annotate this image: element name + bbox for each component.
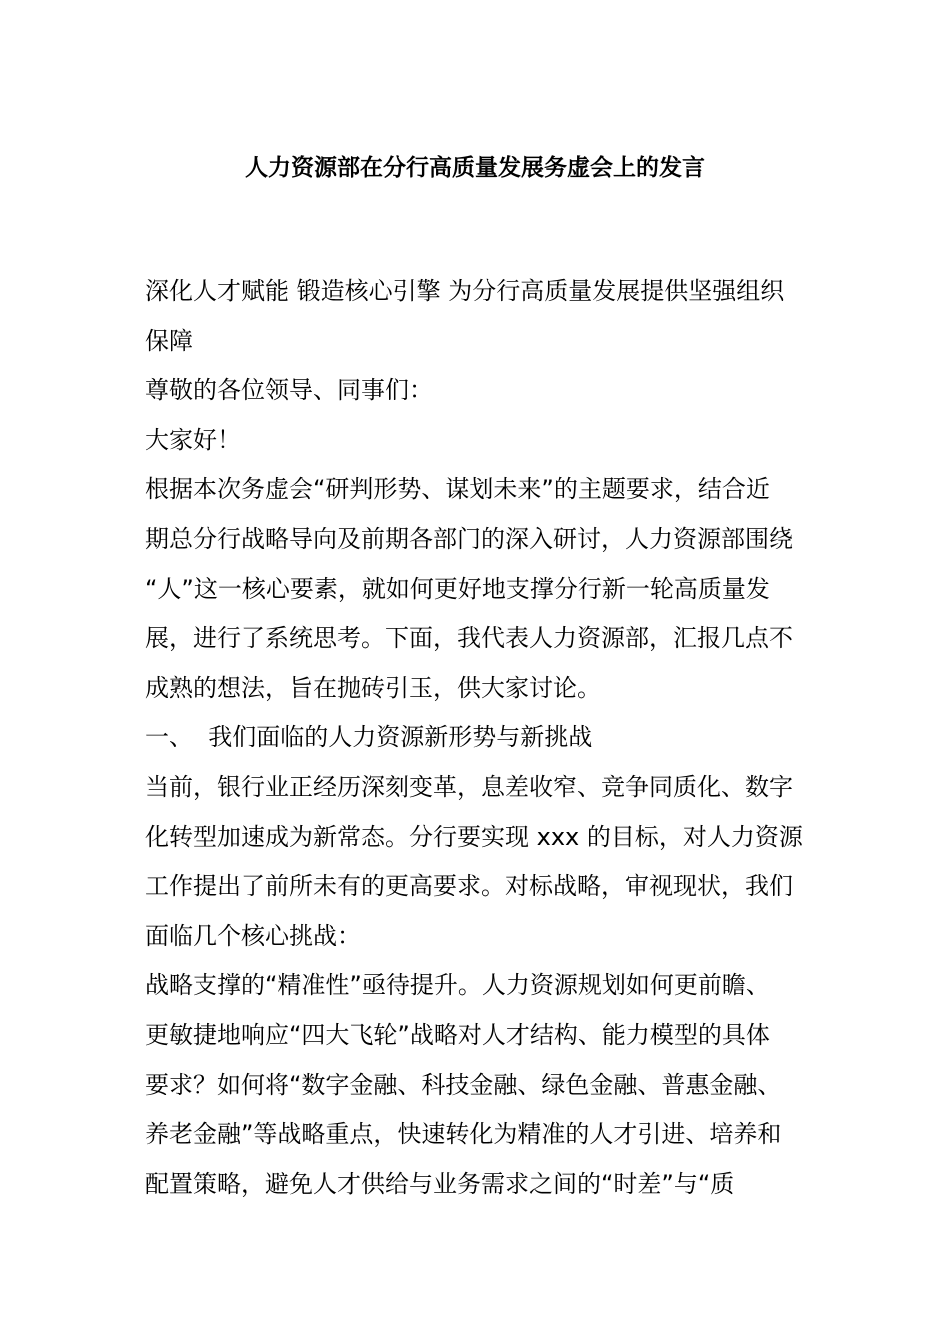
paragraph-line: 工作提出了前所未有的更高要求。对标战略，审视现状，我们 (145, 872, 793, 901)
subtitle-line: 保障 (145, 326, 193, 355)
salutation: 尊敬的各位领导、同事们： (145, 376, 433, 405)
paragraph-line: 根据本次务虚会“研判形势、谋划未来”的主题要求，结合近 (145, 475, 770, 504)
paragraph-line: 展，进行了系统思考。下面，我代表人力资源部，汇报几点不 (145, 624, 793, 653)
section-heading: 一、 我们面临的人力资源新形势与新挑战 (145, 723, 593, 752)
paragraph-line: 成熟的想法，旨在抛砖引玉，供大家讨论。 (145, 673, 601, 702)
paragraph-line: 养老金融”等战略重点，快速转化为精准的人才引进、培养和 (145, 1120, 782, 1149)
paragraph-line: 战略支撑的“精准性”亟待提升。人力资源规划如何更前瞻、 (145, 971, 770, 1000)
paragraph-line: 化转型加速成为新常态。分行要实现 xxx 的目标，对人力资源 (145, 822, 803, 851)
challenge-paragraph (145, 961, 809, 1209)
intro-paragraph (145, 465, 809, 713)
paragraph-line: 当前，银行业正经历深刻变革，息差收窄、竞争同质化、数字 (145, 772, 793, 801)
paragraph-line: 要求？如何将“数字金融、科技金融、绿色金融、普惠金融、 (145, 1070, 782, 1099)
greeting: 大家好！ (145, 425, 241, 454)
subtitle (145, 267, 809, 366)
paragraph-line: 期总分行战略导向及前期各部门的深入研讨，人力资源部围绕 (145, 524, 793, 553)
paragraph-line: 面临几个核心挑战： (145, 921, 361, 950)
paragraph-line: 配置策略，避免人才供给与业务需求之间的“时差”与“质 (145, 1169, 735, 1198)
subtitle-line: 深化人才赋能 锻造核心引擎 为分行高质量发展提供坚强组织 (145, 277, 785, 305)
document-body (145, 267, 809, 1209)
document-title: 人力资源部在分行高质量发展务虚会上的发言 (245, 155, 705, 181)
paragraph-line: “人”这一核心要素，就如何更好地支撑分行新一轮高质量发 (145, 574, 770, 603)
paragraph-line: 更敏捷地响应“四大飞轮”战略对人才结构、能力模型的具体 (145, 1020, 770, 1049)
section-paragraph (145, 763, 809, 961)
